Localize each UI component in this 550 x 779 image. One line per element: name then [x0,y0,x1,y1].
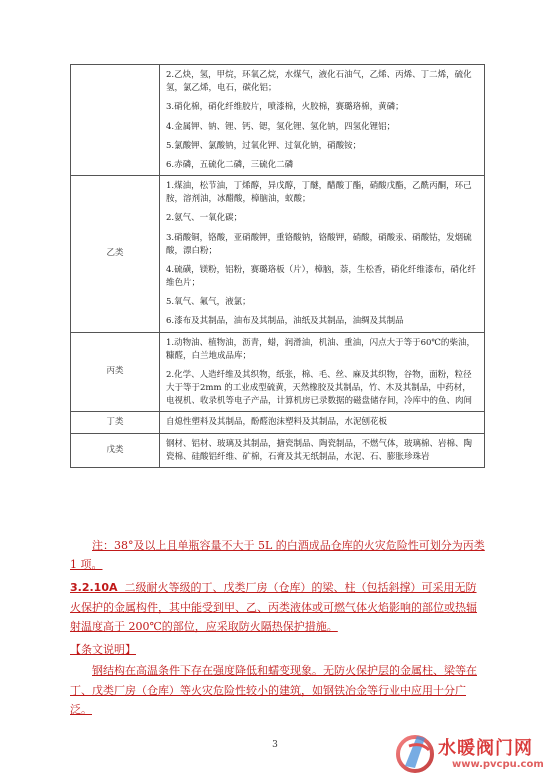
category-cell: 丙类 [71,332,160,412]
hazard-item: 1.动物油、植物油，沥青，蜡，润滑油，机油、重油，闪点大于等于60℃的柴油，糠醛，白兰地成品库； [166,337,475,361]
fire-hazard-classification-table [70,64,485,468]
items-cell [160,433,485,467]
watermark-title: 水暖阀门网 [438,738,533,759]
hazard-item: 3.硝化棉，硝化纤维胶片，喷漆棉，火胶棉，赛璐珞棉，黄磷； [166,102,404,113]
items-cell [160,176,485,333]
hazard-item: 2.氨气、一氧化碳； [166,213,243,224]
hazard-item: 6.漆布及其制品，油布及其制品，油纸及其制品，油绸及其制品 [166,316,404,327]
category-cell: 乙类 [71,176,160,333]
hazard-item: 5.氧气、氟气，液氯； [166,297,251,308]
hazard-item: 3.硝酸铜，铬酸，亚硝酸钾，重铬酸钠，铬酸钾，硝酸，硝酸汞、硝酸钴，发烟硫酸，漂白粉； [166,232,472,256]
page-number: 3 [272,740,278,750]
hazard-item: 4.金属钾、钠、锂、钙、锶，氢化锂、氢化钠，四氢化锂铝； [166,121,396,132]
items-cell [160,412,485,433]
table-row [71,433,485,467]
table-row [71,176,485,333]
explanation-text: 钢结构在高温条件下存在强度降低和蠕变现象。无防火保护层的金属柱、梁等在丁、戊类厂房（仓库）等火灾危险性较小的建筑，如钢铁冶金等行业中应用十分广泛。 [70,664,477,716]
hazard-item: 1.煤油，松节油，丁烯醇，异戊醇，丁醚，醋酸丁酯，硝酸戊酯，乙酰丙酮，环己胺，溶剂油，冰醋酸，樟脑油，蚁酸； [166,181,472,205]
category-cell: 戊类 [71,433,160,467]
clause-text: 二级耐火等级的丁、戊类厂房（仓库）的梁、柱（包括斜撑）可采用无防火保护的金属构件，其中能受到甲、乙、丙类液体或可燃气体火焰影响的部位或热辐射温度高于 200℃的部位，应采取防火隔热保护措施。 [70,581,477,633]
clause-3-2-10a [70,578,485,637]
table-note: 注：38°及以上且单瓶容量不大于 5L 的白酒成品仓库的火灾危险性可划分为丙类 1 项。 [70,539,485,571]
table-row [71,332,485,412]
category-cell: 丁类 [71,412,160,433]
hazard-item: 6.赤磷，五硫化二磷，三硫化二磷 [166,159,294,170]
hazard-item: 2.化学、人造纤维及其织物，纸张，棉、毛、丝、麻及其织物，谷物，面粉，粒径大于等于2mm 的工业成型硫黄，天然橡胶及其制品，竹、木及其制品，中药材，电视机、收录机等电子产品，计算机房已录数据的磁盘储存间，冷库中的鱼、肉间 [166,369,473,407]
table-row [71,412,485,433]
table-row [71,65,485,176]
hazard-item: 自熄性塑料及其制品，酚醛泡沫塑料及其制品，水泥刨花板 [166,417,388,428]
items-cell [160,65,485,176]
table-body [71,65,485,468]
hazard-item: 钢材、铝材、玻璃及其制品，搪瓷制品、陶瓷制品，不燃气体，玻璃棉、岩棉、陶瓷棉、硅酸铝纤维、矿棉，石膏及其无纸制品，水泥、石、膨胀珍珠岩 [166,438,473,462]
hazard-item: 5.氯酸钾、氯酸钠，过氧化钾、过氧化钠，硝酸铵； [166,140,362,151]
items-cell [160,332,485,412]
watermark-url: www.pvcpu.com [452,759,544,770]
category-cell [71,65,160,176]
explanation-heading: 【条文说明】 [70,643,136,656]
hazard-item: 2.乙炔，氢，甲烷，环氧乙烷，水煤气，液化石油气，乙烯、丙烯、丁二烯，硫化氢，氯乙烯，电石，碳化铝； [166,70,472,94]
clause-number: 3.2.10A [70,581,118,594]
hazard-item: 4.硫磺，镁粉，铝粉，赛璐珞板（片），樟脑，萘，生松香，硝化纤维漆布，硝化纤维色片； [166,264,476,289]
